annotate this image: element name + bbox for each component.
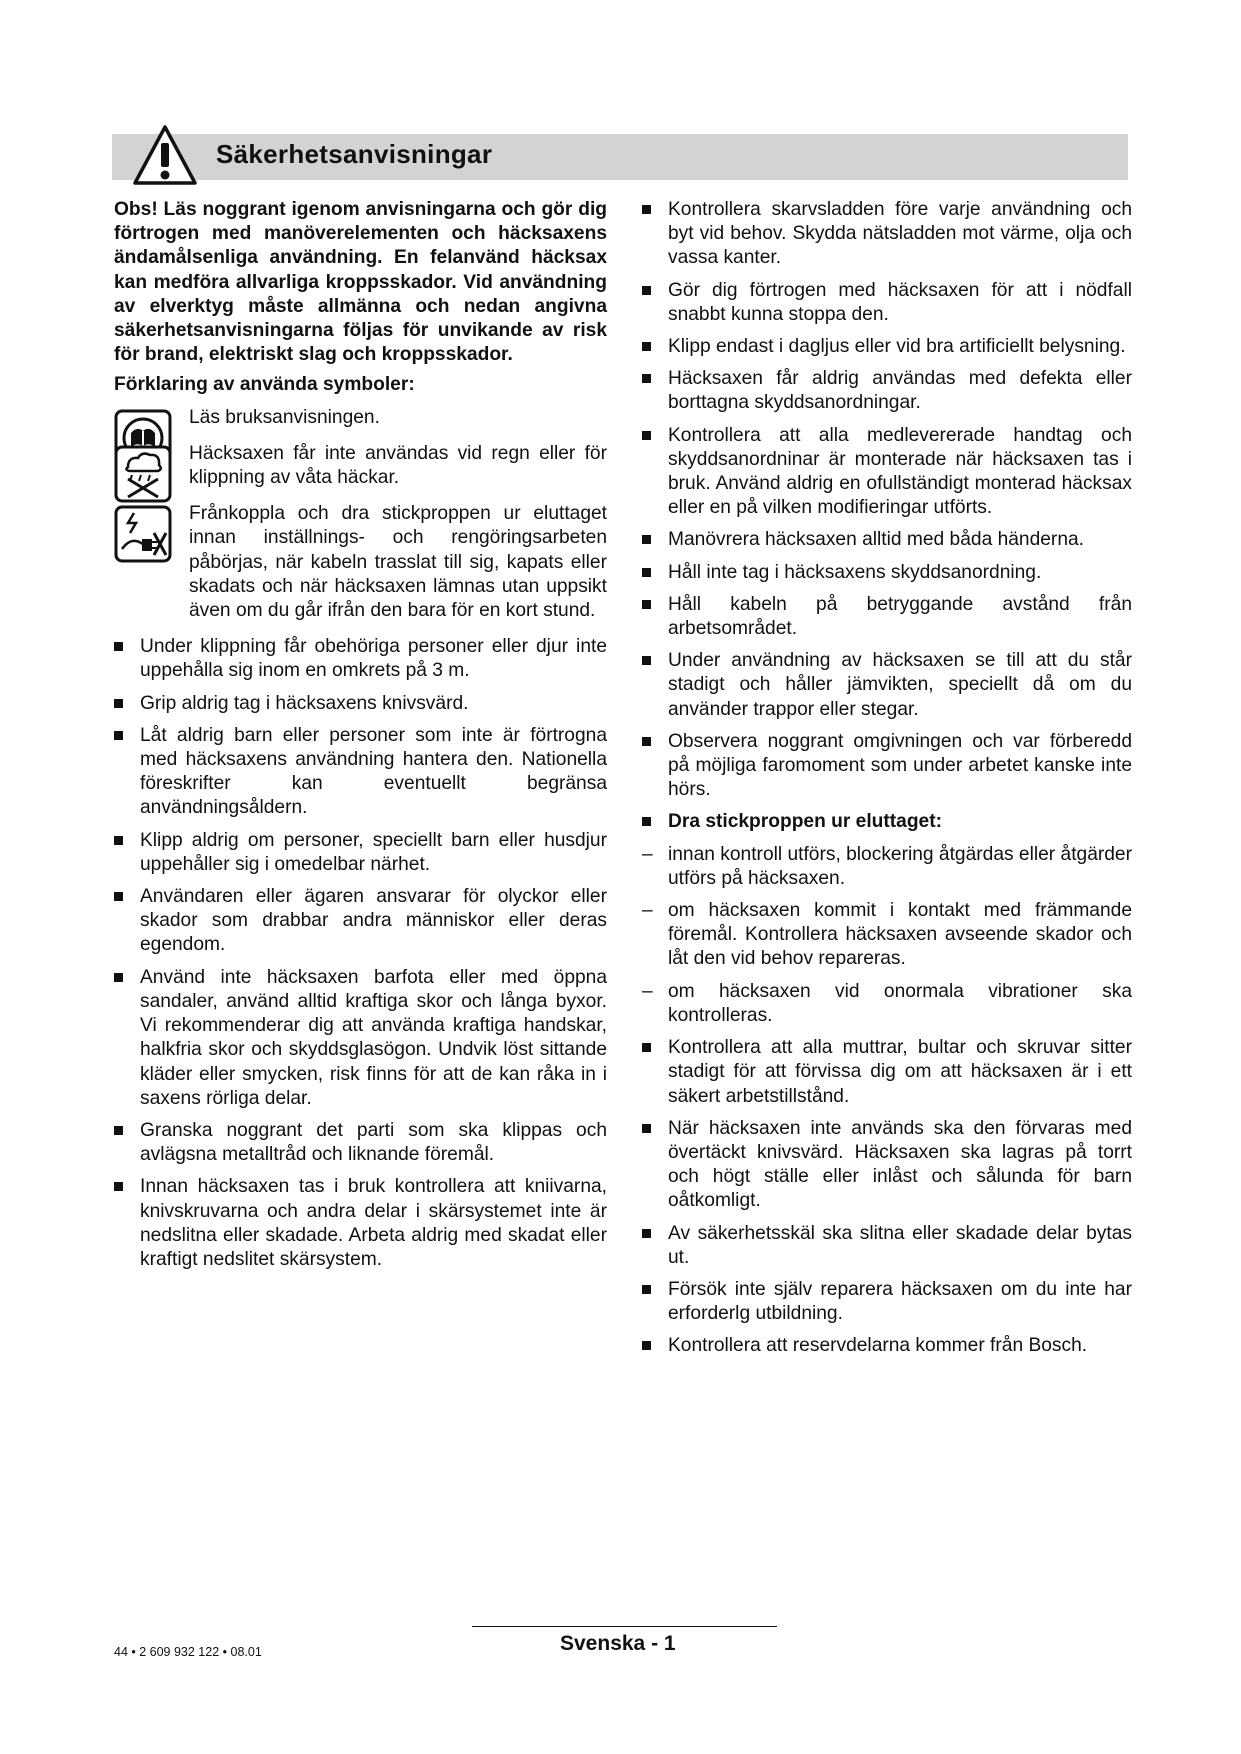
list-item: Observera noggrant omgivningen och var förberedd på möjliga faromoment som under arbetet kanske inte hörs.: [642, 730, 1132, 803]
symbol-entry-read-manual: [114, 406, 607, 430]
no-rain-icon: [114, 445, 172, 503]
symbol-description: Häcksaxen får inte användas vid regn eller för klippning av våta häckar.: [189, 442, 607, 489]
dash-item-text: om häcksaxen vid onormala vibrationer ska kontrolleras.: [668, 980, 1132, 1026]
dash-item: [642, 980, 1132, 1028]
symbol-entry-unplug: [114, 502, 607, 623]
right-safety-list: [642, 198, 1132, 1359]
dash-item-text: om häcksaxen kommit i kontakt med främmande föremål. Kontrollera häcksaxen avseende skador och låt den vid behov repareras.: [668, 900, 1132, 970]
symbol-description: Frånkoppla och dra stickproppen ur eluttaget innan inställnings- och rengöringsarbeten påbörjas, när kabeln trasslat till sig, kapats eller skadats och när häcksaxen lämnas utan uppsikt även om du går ifrån den bara för en kort stund.: [189, 503, 607, 622]
dash-item: [642, 899, 1132, 972]
list-item: Håll kabeln på betryggande avstånd från arbetsområdet.: [642, 593, 1132, 641]
intro-warning-text: Obs! Läs noggrant igenom anvisningarna och gör dig förtrogen med manöverelementen och häcksaxens ändamålsenliga användning. En felanvänd häcksax kan medföra allvarliga kroppsskador. Vid användning av elverktyg måste allmänna och nedan angivna säkerhetsanvisningarna följas för unvikande av risk för brand, elektriskt slag och kroppsskador.: [114, 199, 607, 366]
list-item: Klipp endast i dagljus eller vid bra artificiellt belysning.: [642, 335, 1132, 359]
symbol-entry-no-rain: [114, 442, 607, 490]
list-item: Av säkerhetsskäl ska slitna eller skadade delar bytas ut.: [642, 1222, 1132, 1270]
list-item: Kontrollera skarvsladden före varje användning och byt vid behov. Skydda nätsladden mot värme, olja och vassa kanter.: [642, 198, 1132, 271]
page-number: Svenska - 1: [560, 1632, 676, 1655]
list-item: Låt aldrig barn eller personer som inte är förtrogna med häcksaxens användning hantera den. Nationella föreskrifter kan eventuellt begränsa användningsåldern.: [114, 724, 607, 821]
list-item: Försök inte själv reparera häcksaxen om du inte har erforderlg utbildning.: [642, 1278, 1132, 1326]
list-item: Klipp aldrig om personer, speciellt barn eller husdjur uppehåller sig i omedelbar närhet.: [114, 829, 607, 877]
unplug-icon: [114, 505, 172, 563]
list-item: Användaren eller ägaren ansvarar för olyckor eller skador som drabbar andra människor eller deras egendom.: [114, 885, 607, 958]
right-column: [642, 198, 1132, 1367]
list-item: Gör dig förtrogen med häcksaxen för att i nödfall snabbt kunna stoppa den.: [642, 279, 1132, 327]
list-item: Under användning av häcksaxen se till att du står stadigt och håller jämvikten, speciellt då om du använder trappor eller stegar.: [642, 649, 1132, 722]
unplug-heading: Dra stickproppen ur eluttaget:: [642, 810, 1132, 834]
list-item: Manövrera häcksaxen alltid med båda händerna.: [642, 528, 1132, 552]
dash-marker: –: [642, 980, 653, 1002]
document-code: 44 • 2 609 932 122 • 08.01: [114, 1645, 262, 1659]
list-item: Kontrollera att alla medlevererade handtag och skyddsanordninar är monterade när häcksaxen tas i bruk. Använd aldrig en ofullständigt monterad häcksax eller en på vilken modifieringar utförts.: [642, 424, 1132, 521]
list-item: Häcksaxen får aldrig användas med defekta eller borttagna skyddsanordningar.: [642, 367, 1132, 415]
dash-marker: –: [642, 843, 653, 865]
list-item: Kontrollera att alla muttrar, bultar och skruvar sitter stadigt för att förvissa dig om att häcksaxen är i ett säkert arbetstillstånd.: [642, 1036, 1132, 1109]
list-item: Använd inte häcksaxen barfota eller med öppna sandaler, använd alltid kraftiga skor och långa byxor. Vi rekommenderar dig att använda kraftiga handskar, halkfria skor och skyddsglasögon. Undvik löst sittande kläder eller smycken, risk finns för att de kan råka in i saxens rörliga delar.: [114, 966, 607, 1111]
list-item: Innan häcksaxen tas i bruk kontrollera att kniivarna, knivskruvarna och andra delar i skärsystemet inte är nedslitna eller skadade. Arbeta aldrig med skadat eller kraftigt nedslitet skärsystem.: [114, 1175, 607, 1272]
symbols-heading: Förklaring av använda symboler:: [114, 374, 415, 396]
list-item: Kontrollera att reservdelarna kommer från Bosch.: [642, 1334, 1132, 1358]
list-item: Grip aldrig tag i häcksaxens knivsvärd.: [114, 692, 607, 716]
list-item: När häcksaxen inte används ska den förvaras med övertäckt knivsvärd. Häcksaxen ska lagras på torrt och högt ställe eller inlåst och sålunda för barn oåtkomligt.: [642, 1117, 1132, 1214]
warning-triangle-icon: [132, 124, 198, 186]
section-title: Säkerhetsanvisningar: [216, 139, 493, 169]
dash-marker: –: [642, 900, 653, 922]
list-item: Under klippning får obehöriga personer eller djur inte uppehålla sig inom en omkrets på 3 m.: [114, 635, 607, 683]
footer-rule: [472, 1626, 777, 1627]
left-column: [114, 198, 607, 1280]
dash-item-text: innan kontroll utförs, blockering åtgärdas eller åtgärder utförs på häcksaxen.: [668, 843, 1132, 889]
left-safety-list: [114, 635, 607, 1272]
symbol-description: Läs bruksanvisningen.: [189, 406, 380, 428]
list-item: Granska noggrant det parti som ska klippas och avlägsna metalltråd och liknande föremål.: [114, 1119, 607, 1167]
list-item: Håll inte tag i häcksaxens skyddsanordning.: [642, 561, 1132, 585]
dash-item: [642, 843, 1132, 891]
